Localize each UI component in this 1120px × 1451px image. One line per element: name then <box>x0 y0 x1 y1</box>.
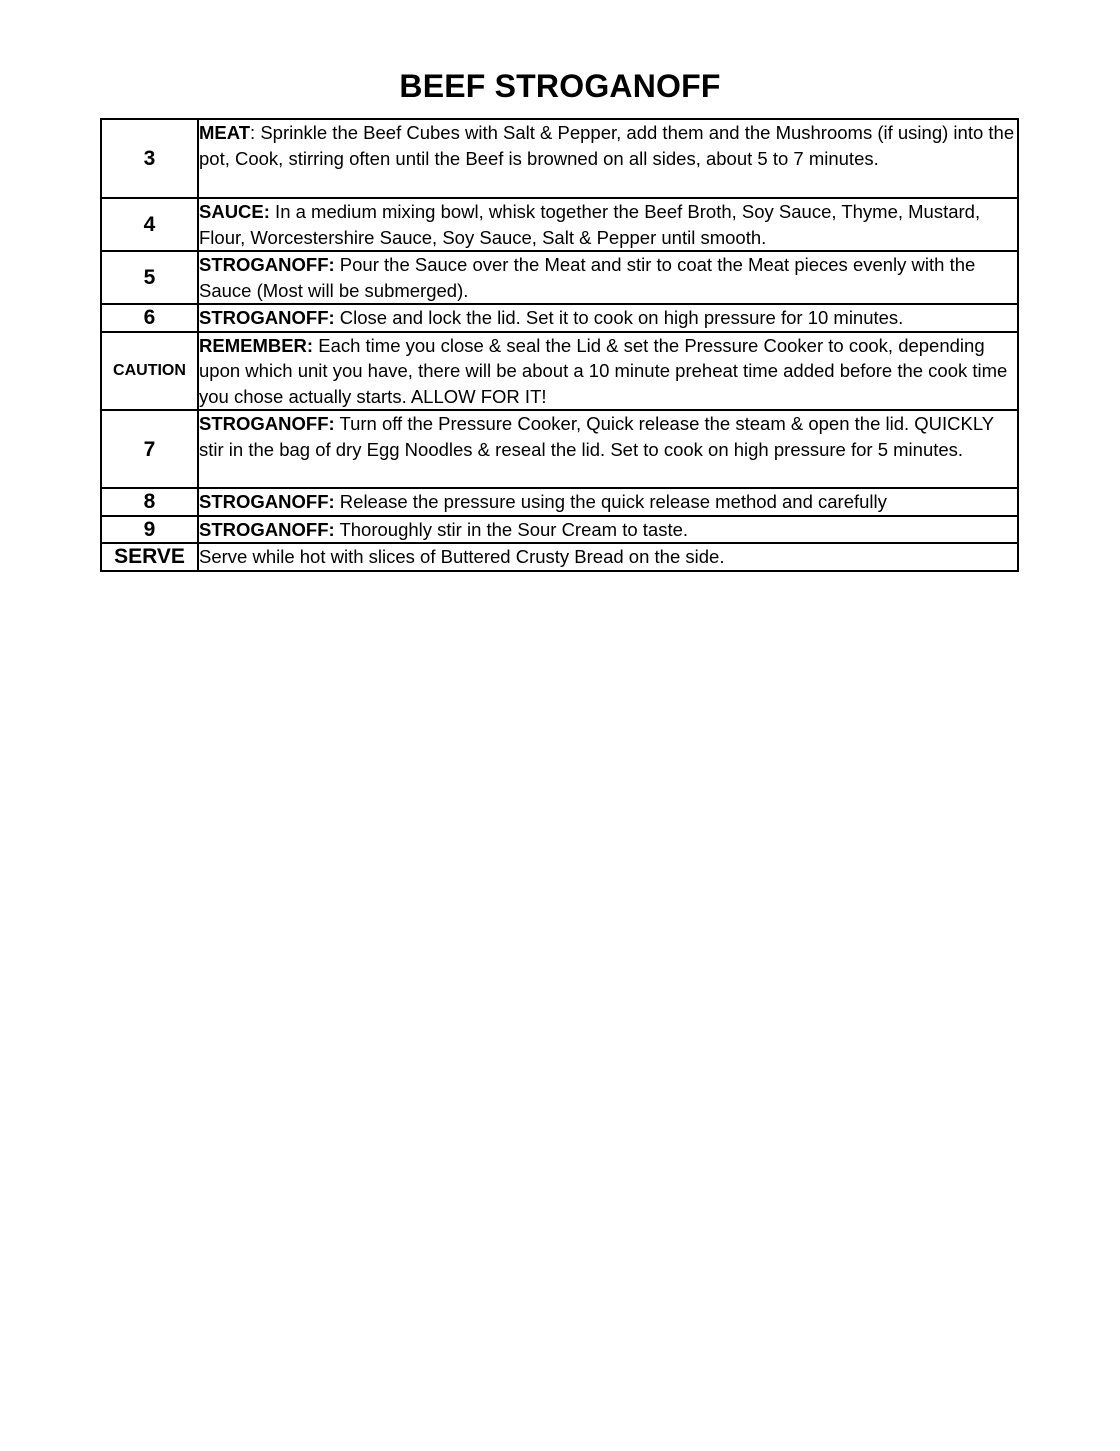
page-title: BEEF STROGANOFF <box>399 68 721 104</box>
step-label: STROGANOFF: <box>199 254 335 275</box>
step-number: 4 <box>101 198 198 251</box>
step-label: STROGANOFF: <box>199 491 335 512</box>
step-text: Each time you close & seal the Lid & set the Pressure Cooker to cook, depending upon which unit you have, there will be about a 10 minute preheat time added before the cook time you chose actually starts. ALLOW FOR IT! <box>199 334 1008 407</box>
step-description <box>198 516 1018 544</box>
step-label: SAUCE: <box>199 201 270 222</box>
table-row <box>101 304 1018 332</box>
step-label: STROGANOFF: <box>199 413 335 434</box>
step-description <box>198 304 1018 332</box>
step-number: 3 <box>101 119 198 198</box>
step-description <box>198 198 1018 251</box>
step-text: Close and lock the lid. Set it to cook on high pressure for 10 minutes. <box>334 307 904 328</box>
step-label: STROGANOFF: <box>199 518 335 540</box>
step-number: 8 <box>101 488 198 516</box>
table-row <box>101 543 1018 571</box>
step-number: 7 <box>101 410 198 488</box>
step-text: Pour the Sauce over the Meat and stir to coat the Meat pieces evenly with the Sauce (Most will be submerged). <box>199 254 976 301</box>
table-row <box>101 488 1018 516</box>
step-text: Release the pressure using the quick release method and carefully <box>334 491 887 512</box>
step-number: SERVE <box>101 543 198 571</box>
step-description <box>198 251 1018 304</box>
step-text: : Sprinkle the Beef Cubes with Salt & Pepper, add them and the Mushrooms (if using) into the pot, Cook, stirring often until the Beef is browned on all sides, about 5 to 7 minutes. <box>199 122 1015 169</box>
step-number: CAUTION <box>101 332 198 411</box>
step-number: 5 <box>101 251 198 304</box>
step-description <box>198 119 1018 198</box>
step-text: Thoroughly stir in the Sour Cream to taste. <box>334 518 689 540</box>
step-number: 6 <box>101 304 198 332</box>
table-row <box>101 410 1018 488</box>
step-label: REMEMBER: <box>199 334 314 356</box>
step-description <box>198 488 1018 516</box>
step-label: STROGANOFF: <box>199 307 335 328</box>
step-text: Serve while hot with slices of Buttered Crusty Bread on the side. <box>199 546 725 567</box>
step-label: MEAT <box>199 122 251 143</box>
recipe-steps-table <box>100 118 1019 572</box>
table-row <box>101 198 1018 251</box>
table-row <box>101 516 1018 544</box>
table-row <box>101 251 1018 304</box>
step-description <box>198 410 1018 488</box>
table-row <box>101 332 1018 411</box>
step-description <box>198 543 1018 571</box>
step-number: 9 <box>101 516 198 544</box>
step-text: In a medium mixing bowl, whisk together the Beef Broth, Soy Sauce, Thyme, Mustard, Flour, Worcestershire Sauce, Soy Sauce, Salt & Pepper until smooth. <box>199 201 981 248</box>
step-text: Turn off the Pressure Cooker, Quick release the steam & open the lid. QUICKLY stir in the bag of dry Egg Noodles & reseal the lid. Set to cook on high pressure for 5 minutes. <box>199 413 994 460</box>
step-description <box>198 332 1018 411</box>
table-row <box>101 119 1018 198</box>
